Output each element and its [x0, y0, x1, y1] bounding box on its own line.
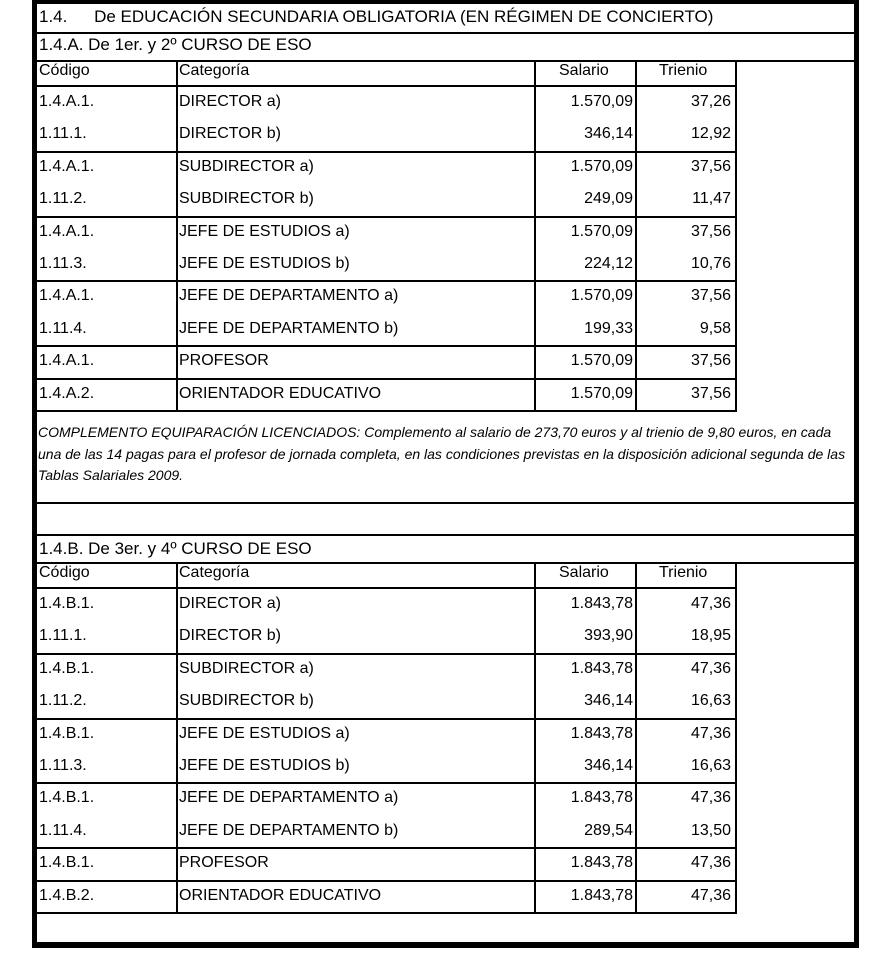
- cell-trienio: 47,36: [690, 724, 731, 742]
- cell-salario: 1.570,09: [570, 352, 633, 370]
- cell-codigo: 1.11.3.: [39, 255, 87, 272]
- cell-codigo: 1.4.B.1.: [39, 789, 95, 807]
- cell-categoria: DIRECTOR a): [179, 595, 281, 612]
- cell-trienio: 37,56: [690, 222, 731, 240]
- cell-trienio: 16,63: [690, 757, 731, 774]
- cell-categoria: SUBDIRECTOR b): [179, 692, 314, 710]
- cell-codigo: 1.4.B.1.: [39, 595, 95, 612]
- cell-categoria: DIRECTOR a): [179, 93, 281, 110]
- cell-categoria: ORIENTADOR EDUCATIVO: [179, 886, 382, 904]
- table-b-title: 1.4.B. De 3er. y 4º CURSO DE ESO: [37, 536, 854, 564]
- cell-codigo: 1.4.A.1.: [39, 93, 95, 110]
- row-separator: [37, 912, 737, 914]
- cell-codigo: 1.4.A.1.: [39, 352, 95, 370]
- cell-codigo: 1.4.A.2.: [39, 384, 95, 402]
- table-row: [37, 119, 737, 151]
- table-row: [37, 751, 737, 783]
- table-row: [37, 848, 737, 880]
- section-title: De EDUCACIÓN SECUNDARIA OBLIGATORIA (EN RÉGIMEN DE CONCIERTO): [94, 7, 714, 26]
- cell-categoria: JEFE DE DEPARTAMENTO b): [179, 319, 399, 337]
- table-row: [37, 217, 737, 249]
- cell-salario: 289,54: [584, 821, 633, 839]
- table-row: [37, 379, 737, 411]
- cell-codigo: 1.4.A.1.: [39, 222, 95, 240]
- table-row: [37, 783, 737, 815]
- complemento-note: COMPLEMENTO EQUIPARACIÓN LICENCIADOS: Complemento al salario de 273,70 euros y al trienio de 9,80 euros, en cada una de las 14 pagas para el profesor de jornada completa, en las condiciones previstas en la disposición adicional segunda de las Tablas Salariales 2009.: [38, 424, 846, 483]
- cell-salario: 1.570,09: [570, 287, 633, 305]
- col-header-salario: Salario: [559, 564, 609, 581]
- cell-codigo: 1.4.B.1.: [39, 854, 95, 872]
- col-header-trienio: Trienio: [659, 62, 708, 79]
- note-bottom-rule: [37, 502, 854, 504]
- cell-trienio: 18,95: [690, 627, 731, 645]
- cell-categoria: SUBDIRECTOR a): [179, 157, 314, 175]
- cell-codigo: 1.11.3.: [39, 757, 87, 774]
- cell-trienio: 11,47: [692, 190, 731, 208]
- salary-document: [32, 0, 859, 948]
- cell-categoria: JEFE DE DEPARTAMENTO a): [179, 789, 399, 807]
- cell-categoria: PROFESOR: [179, 854, 269, 872]
- table-row: [37, 184, 737, 216]
- cell-categoria: PROFESOR: [179, 352, 269, 370]
- cell-salario: 1.843,78: [570, 659, 633, 677]
- table-row: [37, 152, 737, 184]
- cell-salario: 249,09: [584, 190, 633, 208]
- col-header-trienio: Trienio: [659, 564, 708, 581]
- cell-categoria: JEFE DE ESTUDIOS b): [179, 757, 350, 774]
- cell-salario: 1.570,09: [570, 384, 633, 402]
- cell-trienio: 12,92: [690, 125, 731, 143]
- cell-salario: 346,14: [584, 757, 633, 774]
- cell-categoria: SUBDIRECTOR b): [179, 190, 314, 208]
- cell-codigo: 1.11.2.: [39, 692, 87, 710]
- cell-codigo: 1.11.2.: [39, 190, 87, 208]
- cell-codigo: 1.4.A.1.: [39, 287, 95, 305]
- table-a-title: 1.4.A. De 1er. y 2º CURSO DE ESO: [37, 32, 854, 62]
- cell-trienio: 37,56: [690, 352, 731, 370]
- cell-categoria: SUBDIRECTOR a): [179, 659, 314, 677]
- cell-trienio: 37,56: [690, 157, 731, 175]
- table-row: [37, 621, 737, 653]
- row-separator: [37, 410, 737, 412]
- cell-salario: 1.843,78: [570, 854, 633, 872]
- cell-categoria: JEFE DE ESTUDIOS a): [179, 724, 350, 742]
- cell-categoria: JEFE DE ESTUDIOS a): [179, 222, 350, 240]
- cell-trienio: 37,26: [690, 93, 731, 110]
- cell-trienio: 37,56: [690, 287, 731, 305]
- cell-codigo: 1.11.1.: [39, 125, 87, 143]
- cell-categoria: DIRECTOR b): [179, 125, 281, 143]
- section-header: [37, 4, 854, 34]
- cell-codigo: 1.4.B.1.: [39, 659, 95, 677]
- col-header-salario: Salario: [559, 62, 609, 79]
- col-header-categoria: Categoría: [179, 564, 250, 581]
- section-number: 1.4.: [39, 7, 68, 26]
- cell-salario: 1.570,09: [570, 157, 633, 175]
- cell-codigo: 1.11.1.: [39, 627, 87, 645]
- col-header-codigo: Código: [39, 62, 90, 79]
- table-row: [37, 281, 737, 313]
- cell-categoria: ORIENTADOR EDUCATIVO: [179, 384, 382, 402]
- cell-categoria: JEFE DE ESTUDIOS b): [179, 255, 350, 272]
- cell-codigo: 1.11.4.: [39, 319, 87, 337]
- cell-trienio: 47,36: [690, 886, 731, 904]
- table-row: [37, 881, 737, 913]
- cell-codigo: 1.4.B.2.: [39, 886, 95, 904]
- table-row: [37, 719, 737, 751]
- table-row: [37, 249, 737, 281]
- table-row: [37, 589, 737, 621]
- cell-salario: 199,33: [584, 319, 633, 337]
- cell-salario: 224,12: [584, 255, 633, 272]
- cell-categoria: JEFE DE DEPARTAMENTO a): [179, 287, 399, 305]
- cell-salario: 393,90: [584, 627, 633, 645]
- cell-salario: 1.570,09: [570, 222, 633, 240]
- col-header-categoria: Categoría: [179, 62, 250, 79]
- cell-salario: 346,14: [584, 692, 633, 710]
- cell-trienio: 37,56: [690, 384, 731, 402]
- table-row: [37, 346, 737, 378]
- col-header-codigo: Código: [39, 564, 90, 581]
- cell-codigo: 1.4.A.1.: [39, 157, 95, 175]
- table-row: [37, 87, 737, 119]
- cell-trienio: 10,76: [690, 255, 731, 272]
- cell-categoria: DIRECTOR b): [179, 627, 281, 645]
- table-row: [37, 686, 737, 718]
- cell-trienio: 13,50: [690, 821, 731, 839]
- cell-salario: 1.843,78: [570, 789, 633, 807]
- cell-salario: 1.843,78: [570, 595, 633, 612]
- table-row: [37, 816, 737, 848]
- cell-trienio: 47,36: [690, 595, 731, 612]
- cell-salario: 346,14: [584, 125, 633, 143]
- cell-codigo: 1.11.4.: [39, 821, 87, 839]
- cell-trienio: 9,58: [699, 319, 731, 337]
- cell-trienio: 47,36: [690, 789, 731, 807]
- cell-trienio: 47,36: [690, 659, 731, 677]
- table-row: [37, 654, 737, 686]
- table-row: [37, 314, 737, 346]
- cell-categoria: JEFE DE DEPARTAMENTO b): [179, 821, 399, 839]
- cell-trienio: 47,36: [690, 854, 731, 872]
- cell-trienio: 16,63: [690, 692, 731, 710]
- cell-salario: 1.570,09: [570, 93, 633, 110]
- cell-salario: 1.843,78: [570, 724, 633, 742]
- cell-codigo: 1.4.B.1.: [39, 724, 95, 742]
- cell-salario: 1.843,78: [570, 886, 633, 904]
